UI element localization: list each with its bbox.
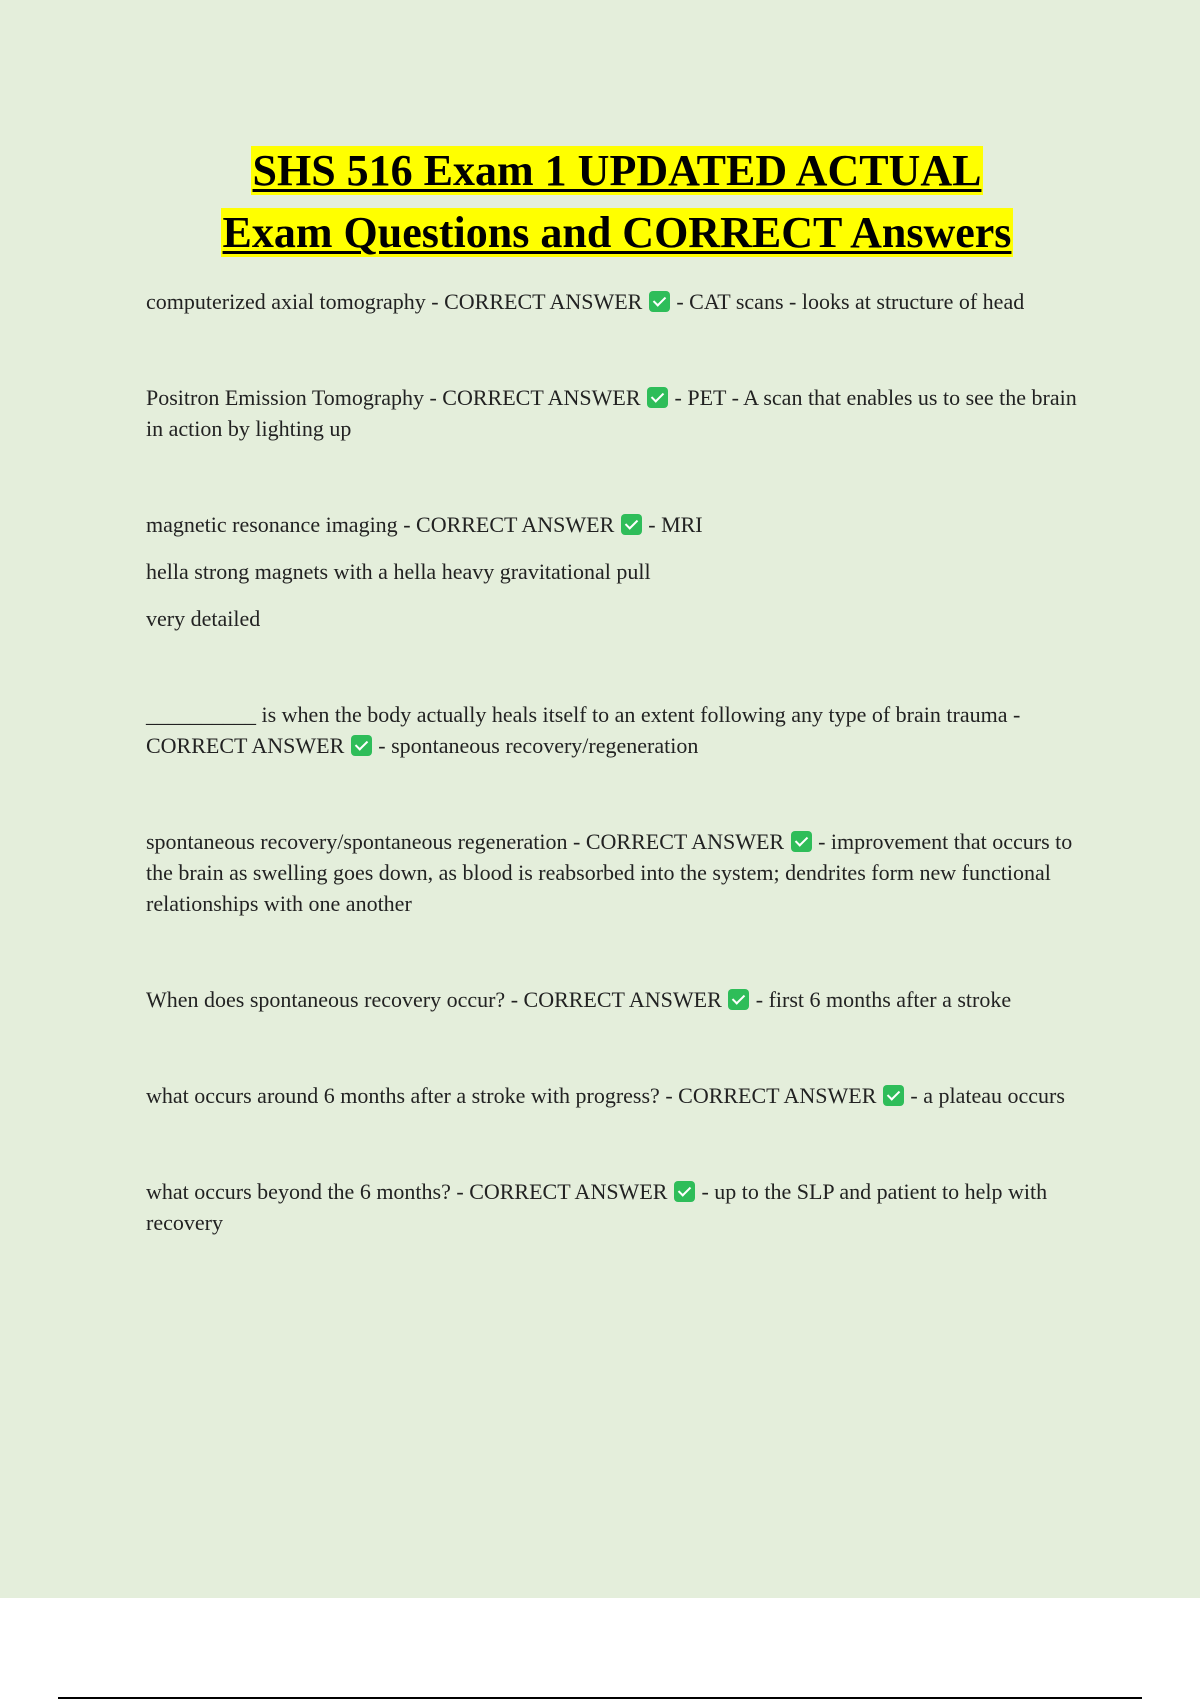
qa-item bbox=[146, 699, 1086, 761]
qa-term: computerized axial tomography bbox=[146, 289, 426, 314]
qa-text bbox=[146, 286, 1086, 317]
answer-marker: - CORRECT ANSWER bbox=[403, 512, 615, 537]
qa-answer: - spontaneous recovery/regeneration bbox=[378, 733, 699, 758]
qa-answer: - a plateau occurs bbox=[910, 1083, 1065, 1108]
qa-text bbox=[146, 984, 1086, 1015]
qa-item bbox=[146, 984, 1086, 1015]
qa-term: spontaneous recovery/spontaneous regeneration bbox=[146, 829, 568, 854]
qa-list bbox=[146, 286, 1086, 1238]
qa-text bbox=[146, 1080, 1086, 1111]
check-mark-icon bbox=[649, 291, 670, 312]
check-mark-icon bbox=[351, 735, 372, 756]
title-line-1: SHS 516 Exam 1 UPDATED ACTUAL bbox=[252, 146, 982, 195]
qa-answer: - improvement that occurs to the brain as swelling goes down, as blood is reabsorbed into the system; dendrites form new functional relationships with one another bbox=[146, 829, 1073, 916]
qa-extra-line: hella strong magnets with a hella heavy gravitational pull bbox=[146, 559, 651, 584]
document-title bbox=[146, 140, 1088, 264]
check-mark-icon bbox=[621, 514, 642, 535]
title-line-2: Exam Questions and CORRECT Answers bbox=[222, 208, 1012, 257]
qa-term: __________ is when the body actually heals itself to an extent following any type of brain trauma bbox=[146, 702, 1008, 727]
qa-item bbox=[146, 1176, 1086, 1238]
qa-term: what occurs beyond the 6 months? bbox=[146, 1179, 451, 1204]
qa-term: what occurs around 6 months after a stroke with progress? bbox=[146, 1083, 660, 1108]
check-mark-icon bbox=[791, 831, 812, 852]
check-mark-icon bbox=[728, 989, 749, 1010]
qa-item bbox=[146, 382, 1086, 444]
qa-answer: - MRI bbox=[648, 512, 703, 537]
qa-term: When does spontaneous recovery occur? bbox=[146, 987, 506, 1012]
qa-text bbox=[146, 509, 1086, 540]
answer-marker: - CORRECT ANSWER bbox=[665, 1083, 877, 1108]
answer-marker: - CORRECT ANSWER bbox=[456, 1179, 668, 1204]
qa-text bbox=[146, 826, 1086, 919]
qa-extra-line: very detailed bbox=[146, 606, 261, 631]
answer-marker: - CORRECT ANSWER bbox=[146, 702, 1021, 758]
qa-item bbox=[146, 286, 1086, 317]
qa-answer: - PET - A scan that enables us to see the brain in action by lighting up bbox=[146, 385, 1077, 441]
qa-text bbox=[146, 1176, 1086, 1238]
qa-text bbox=[146, 382, 1086, 444]
check-mark-icon bbox=[647, 387, 668, 408]
qa-item bbox=[146, 1080, 1086, 1111]
answer-marker: - CORRECT ANSWER bbox=[431, 289, 643, 314]
qa-term: magnetic resonance imaging bbox=[146, 512, 398, 537]
qa-item bbox=[146, 509, 1086, 634]
qa-answer: - up to the SLP and patient to help with recovery bbox=[146, 1179, 1048, 1235]
qa-term: Positron Emission Tomography bbox=[146, 385, 424, 410]
check-mark-icon bbox=[883, 1085, 904, 1106]
qa-answer: - first 6 months after a stroke bbox=[755, 987, 1012, 1012]
check-mark-icon bbox=[674, 1181, 695, 1202]
qa-item bbox=[146, 826, 1086, 919]
qa-text bbox=[146, 699, 1086, 761]
answer-marker: - CORRECT ANSWER bbox=[429, 385, 641, 410]
answer-marker: - CORRECT ANSWER bbox=[573, 829, 785, 854]
answer-marker: - CORRECT ANSWER bbox=[510, 987, 722, 1012]
qa-answer: - CAT scans - looks at structure of head bbox=[676, 289, 1025, 314]
footer-divider bbox=[58, 1697, 1142, 1699]
